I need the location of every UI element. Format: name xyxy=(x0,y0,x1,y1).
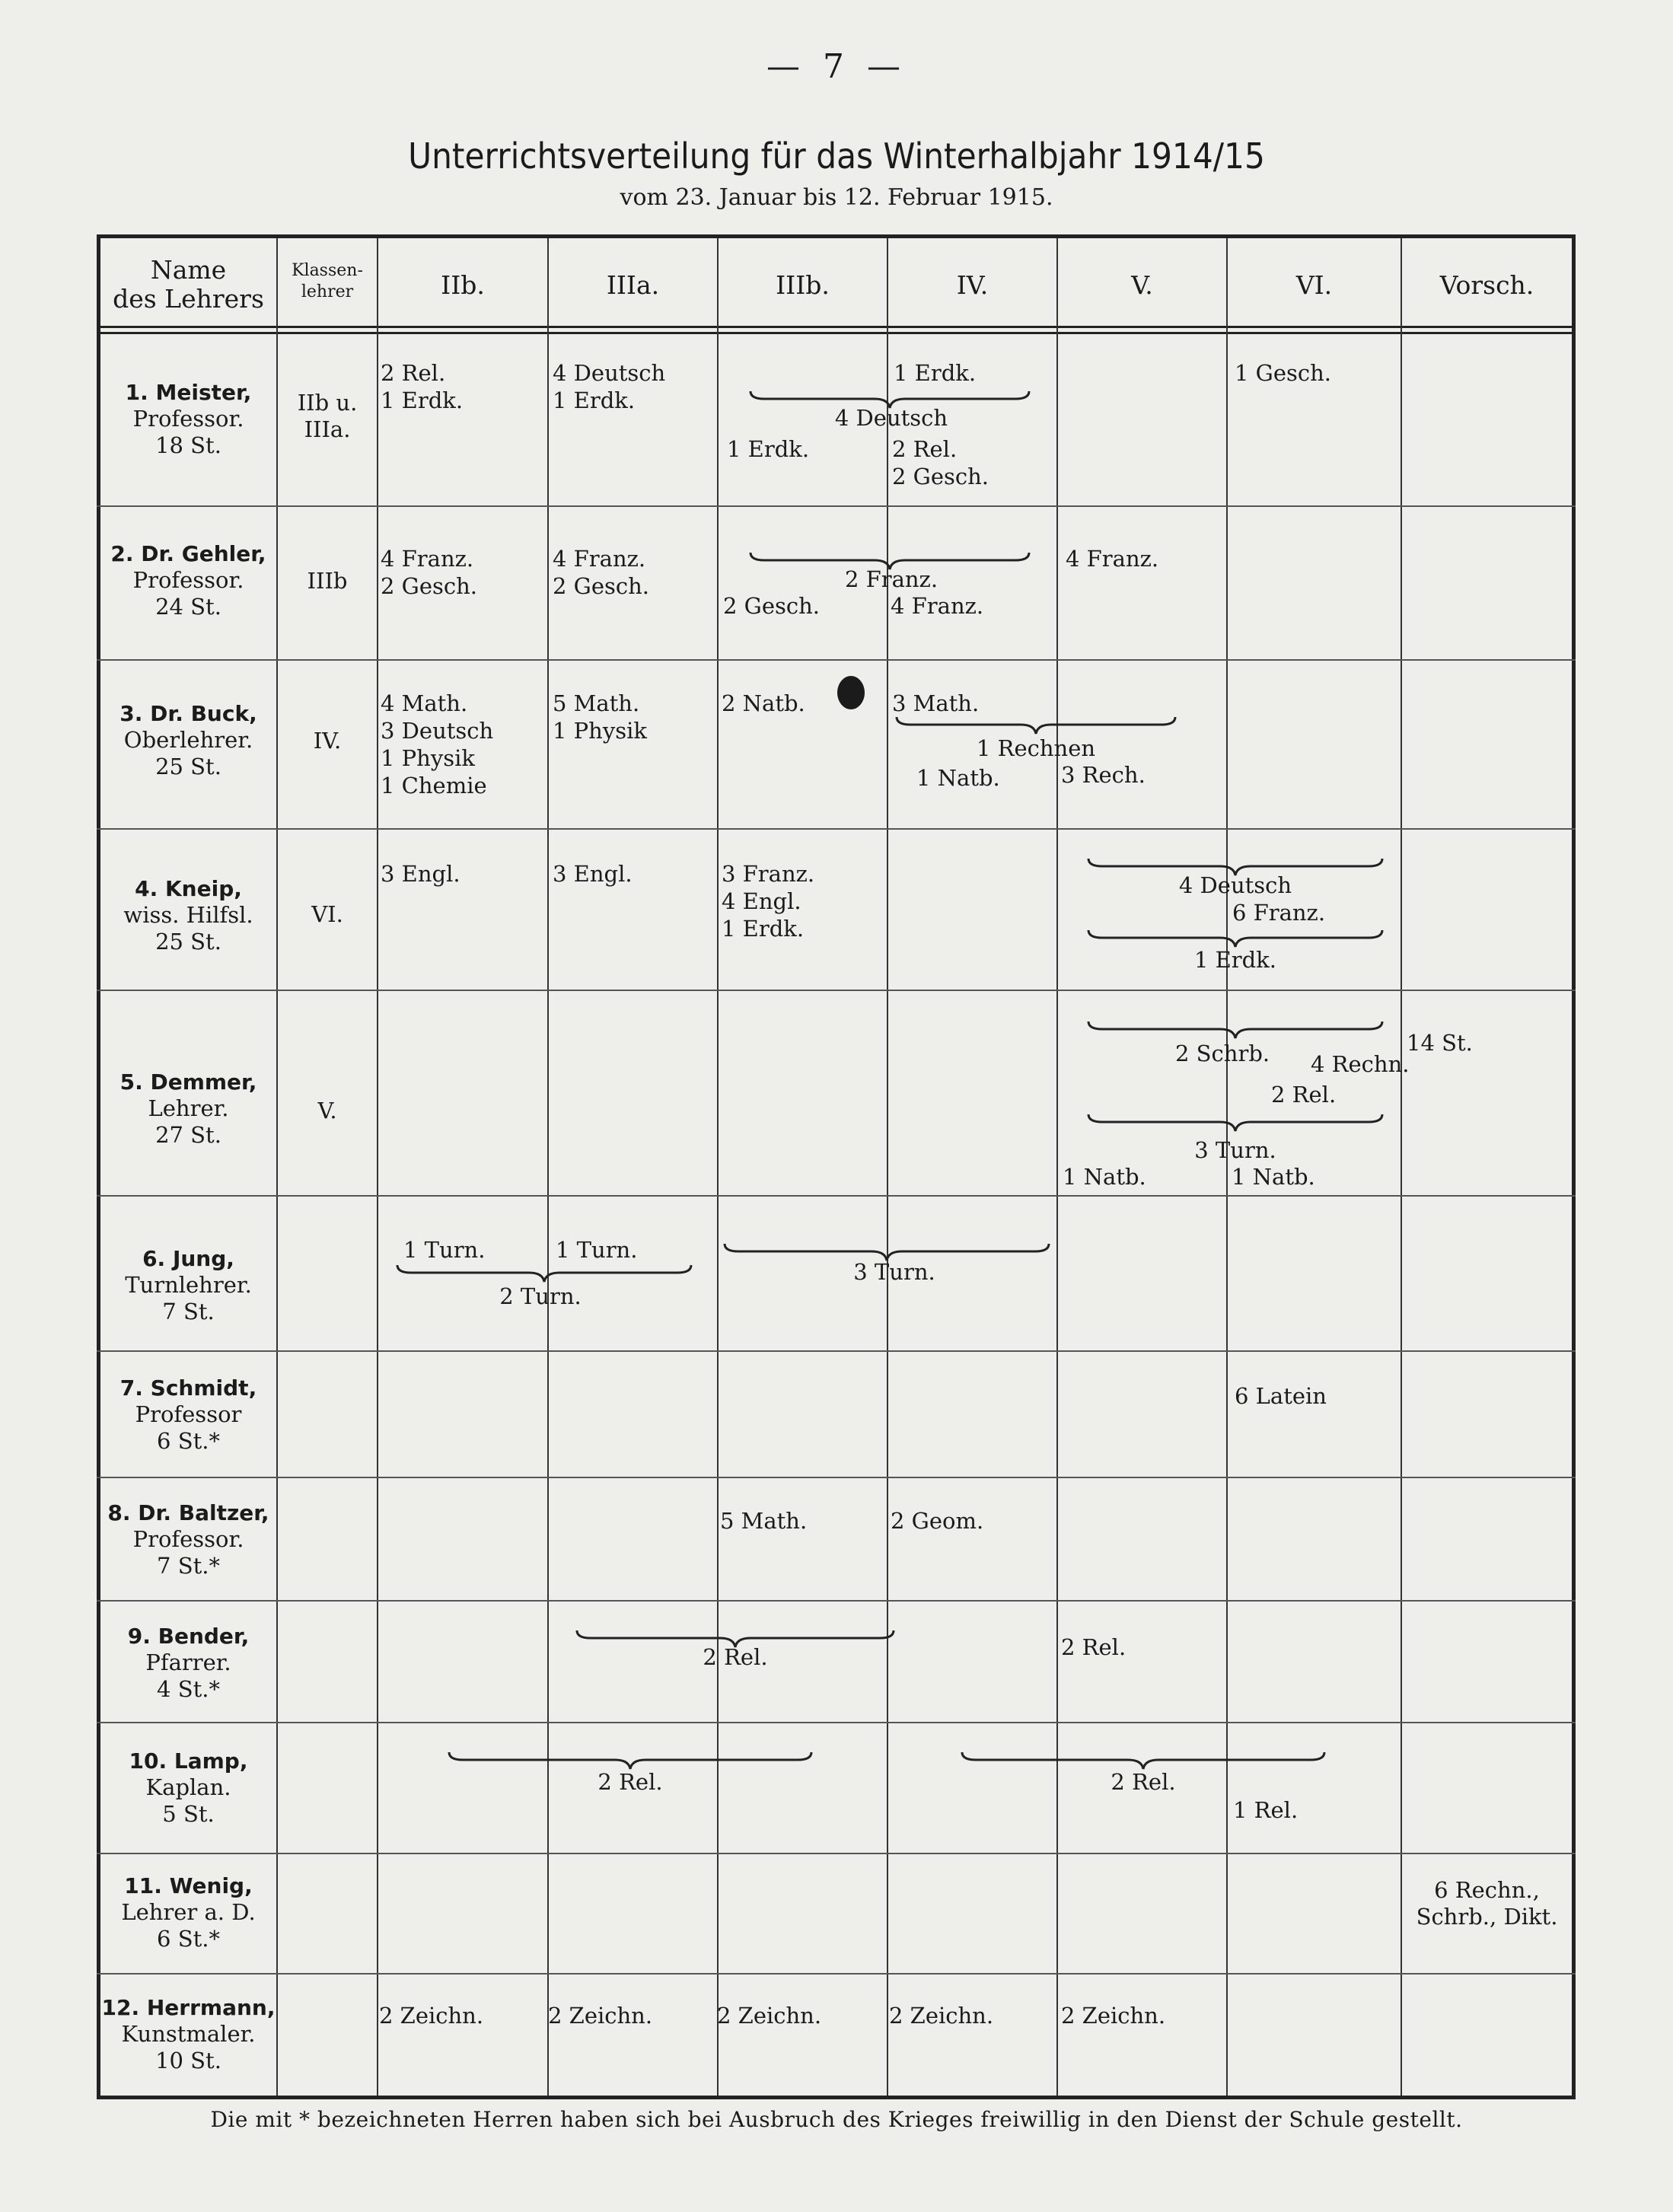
cell-r3-iiia: 5 Math. 1 Physik xyxy=(553,690,647,744)
cell-r11-vorsch xyxy=(1402,1877,1572,1930)
teacher-hours: 24 St. xyxy=(155,594,221,620)
header-name xyxy=(100,256,276,314)
cell-r5-joint2: 3 Turn. xyxy=(1194,1137,1276,1163)
cell-r5-vi: 1 Natb. xyxy=(1232,1164,1315,1190)
cell-r12-v: 2 Zeichn. xyxy=(1061,2003,1166,2029)
teacher-role: wiss. Hilfsl. xyxy=(123,902,253,928)
teacher-hours: 25 St. xyxy=(155,929,221,955)
cell-r2-iiib: 2 Gesch. xyxy=(723,593,821,619)
cell-r4-iib: 3 Engl. xyxy=(381,861,460,887)
teacher-role: Lehrer. xyxy=(148,1095,229,1121)
teacher-hours: 18 St. xyxy=(155,432,221,458)
cell-r1-iiib: 1 Erdk. xyxy=(727,436,810,462)
cell-r4-joint1: 4 Deutsch xyxy=(1178,872,1292,898)
cell-r6-iib: 1 Turn. xyxy=(403,1237,486,1263)
teacher-hours: 6 St.* xyxy=(157,1926,220,1952)
teacher-name-cell xyxy=(100,379,276,459)
teacher-name-cell xyxy=(100,1245,276,1325)
header-class-iib: IIb. xyxy=(441,270,485,300)
column-divider xyxy=(717,238,719,2096)
teacher-role: Professor xyxy=(135,1401,242,1427)
teacher-name: 10. Lamp, xyxy=(129,1748,248,1774)
teacher-role: Professor. xyxy=(132,1526,244,1552)
header-class-vorsch: Vorsch. xyxy=(1439,270,1534,300)
klassenlehrer-cell: V. xyxy=(317,1098,337,1124)
cell-r3-v: 3 Rech. xyxy=(1061,762,1146,788)
row-divider xyxy=(97,505,1576,507)
cell-r6-joint-left: 2 Turn. xyxy=(499,1283,582,1309)
klassenlehrer-cell: IIIb xyxy=(307,568,348,594)
cell-r3-iv: 1 Natb. xyxy=(916,765,1000,791)
ink-blot xyxy=(837,676,865,709)
header-name-line2: des Lehrers xyxy=(113,284,264,314)
teacher-name-cell xyxy=(100,1873,276,1952)
teacher-name: 6. Jung, xyxy=(142,1246,234,1271)
header-klassenlehrer xyxy=(278,260,377,303)
header-rule xyxy=(97,332,1576,334)
teacher-name: 8. Dr. Baltzer, xyxy=(107,1500,269,1525)
column-divider xyxy=(1226,238,1228,2096)
teacher-name-cell xyxy=(100,1623,276,1703)
teacher-hours: 27 St. xyxy=(155,1122,221,1148)
cell-r1-iiia: 4 Deutsch 1 Erdk. xyxy=(553,360,666,413)
cell-r2-joint: 2 Franz. xyxy=(844,566,938,592)
header-class-vi: VI. xyxy=(1295,270,1333,300)
teacher-name: 3. Dr. Buck, xyxy=(120,701,257,726)
teacher-role: Kunstmaler. xyxy=(121,2021,256,2047)
header-klassenlehrer-line1: Klassen- xyxy=(292,261,363,280)
cell-r12-iv: 2 Zeichn. xyxy=(889,2003,994,2029)
page-title: Unterrichtsverteilung für das Winterhalbjahr 1914/15 xyxy=(408,135,1265,177)
header-class-iiib: IIIb. xyxy=(776,270,830,300)
cell-r3-iiib: 2 Natb. xyxy=(722,690,805,716)
cell-r1-joint: 4 Deutsch xyxy=(834,405,948,431)
teacher-hours: 7 St. xyxy=(162,1299,215,1324)
teacher-hours: 7 St.* xyxy=(157,1553,220,1579)
cell-r7-vi: 6 Latein xyxy=(1235,1383,1327,1409)
teacher-name-cell xyxy=(100,875,276,955)
brace xyxy=(895,714,1177,737)
column-divider xyxy=(887,238,888,2096)
header-class-v: V. xyxy=(1131,270,1153,300)
row-divider xyxy=(97,659,1576,661)
header-klassenlehrer-line2: lehrer xyxy=(301,282,354,301)
cell-r8-iiib: 5 Math. xyxy=(720,1508,808,1534)
klassenlehrer-cell xyxy=(278,390,377,443)
teacher-name: 9. Bender, xyxy=(127,1624,250,1649)
cell-r4-joint3: 1 Erdk. xyxy=(1193,947,1277,973)
cell-r5-v: 1 Natb. xyxy=(1063,1164,1146,1190)
teacher-role: Professor. xyxy=(132,567,244,593)
cell-r3-joint: 1 Rechnen xyxy=(976,735,1096,761)
teacher-name-cell xyxy=(100,1069,276,1149)
row-divider xyxy=(97,1722,1576,1723)
cell-r1-iib: 2 Rel. 1 Erdk. xyxy=(381,360,464,413)
brace xyxy=(1087,1018,1384,1041)
teacher-hours: 4 St.* xyxy=(157,1676,220,1702)
teacher-name-cell xyxy=(100,540,276,620)
cell-r3-iv-top: 3 Math. xyxy=(892,690,980,716)
column-divider xyxy=(276,238,278,2096)
cell-r12-iiib: 2 Zeichn. xyxy=(717,2003,822,2029)
teacher-role: Kaplan. xyxy=(145,1774,231,1800)
teacher-name-cell xyxy=(100,1500,276,1579)
teacher-hours: 6 St.* xyxy=(157,1428,220,1454)
teacher-hours: 5 St. xyxy=(162,1801,215,1827)
cell-r2-iv: 4 Franz. xyxy=(891,593,984,619)
teacher-name: 12. Herrmann, xyxy=(101,1995,276,2020)
cell-r9-joint: 2 Rel. xyxy=(703,1644,768,1670)
row-divider xyxy=(97,990,1576,991)
klassenlehrer-value: IIb u. xyxy=(297,390,358,416)
cell-r4-joint2: 6 Franz. xyxy=(1232,900,1326,926)
klassenlehrer-cell: VI. xyxy=(311,901,343,927)
column-divider xyxy=(377,238,378,2096)
teacher-hours: 25 St. xyxy=(155,754,221,779)
teacher-name: 2. Dr. Gehler, xyxy=(110,541,266,566)
teacher-name-cell xyxy=(100,1375,276,1455)
cell-r2-iiia: 4 Franz. 2 Gesch. xyxy=(553,546,650,599)
cell-r5-rech: 4 Rechn. xyxy=(1311,1051,1410,1077)
cell-r5-joint1: 2 Schrb. xyxy=(1175,1041,1270,1066)
page-subtitle: vom 23. Januar bis 12. Februar 1915. xyxy=(620,184,1053,211)
header-name-line1: Name xyxy=(150,255,227,285)
teacher-role: Lehrer a. D. xyxy=(121,1899,256,1925)
teacher-name: 5. Demmer, xyxy=(120,1069,257,1095)
row-divider xyxy=(97,1195,1576,1197)
klassenlehrer-value: IIIa. xyxy=(304,416,351,442)
teacher-role: Turnlehrer. xyxy=(125,1272,252,1298)
teacher-name: 7. Schmidt, xyxy=(120,1375,257,1401)
column-divider xyxy=(1056,238,1058,2096)
teacher-hours: 10 St. xyxy=(155,2048,221,2073)
teacher-name: 1. Meister, xyxy=(125,380,252,405)
header-class-iiia: IIIa. xyxy=(606,270,660,300)
row-divider xyxy=(97,1350,1576,1352)
cell-r4-iiib: 3 Franz. 4 Engl. 1 Erdk. xyxy=(722,861,815,942)
row-divider xyxy=(97,1477,1576,1478)
cell-r1-iv: 2 Rel. 2 Gesch. xyxy=(892,436,989,489)
row-divider xyxy=(97,828,1576,830)
header-rule xyxy=(97,326,1576,328)
cell-r1-vi: 1 Gesch. xyxy=(1235,360,1332,386)
brace xyxy=(1087,1111,1384,1134)
row-divider xyxy=(97,1600,1576,1602)
teacher-name-cell xyxy=(100,1748,276,1828)
cell-r11-vorsch-text: 6 Rechn., Schrb., Dikt. xyxy=(1416,1877,1558,1930)
teacher-name-cell xyxy=(100,700,276,780)
cell-r2-v: 4 Franz. xyxy=(1066,546,1159,572)
cell-r2-iib: 4 Franz. 2 Gesch. xyxy=(381,546,478,599)
brace xyxy=(396,1262,693,1285)
teacher-name-cell xyxy=(100,1994,276,2074)
column-divider xyxy=(547,238,549,2096)
footnote: Die mit * bezeichneten Herren haben sich bei Ausbruch des Krieges freiwillig in den Dienst der Schule gestellt. xyxy=(210,2107,1463,2132)
table-frame xyxy=(97,234,1576,2099)
cell-r10-joint-right: 2 Rel. xyxy=(1111,1769,1176,1795)
cell-r5-vorsch: 14 St. xyxy=(1407,1030,1473,1056)
teacher-role: Professor. xyxy=(132,406,244,432)
teacher-name: 11. Wenig, xyxy=(124,1873,253,1898)
cell-r6-iiia: 1 Turn. xyxy=(556,1237,638,1263)
teacher-name: 4. Kneip, xyxy=(135,876,242,901)
header-class-iv: IV. xyxy=(956,270,989,300)
klassenlehrer-cell: IV. xyxy=(313,728,342,754)
cell-r1-iv-top: 1 Erdk. xyxy=(894,360,977,386)
row-divider xyxy=(97,1853,1576,1854)
cell-r6-joint-right: 3 Turn. xyxy=(853,1259,935,1285)
cell-r10-vi: 1 Rel. xyxy=(1233,1797,1299,1823)
cell-r12-iib: 2 Zeichn. xyxy=(379,2003,484,2029)
cell-r12-iiia: 2 Zeichn. xyxy=(548,2003,653,2029)
cell-r9-v: 2 Rel. xyxy=(1061,1634,1126,1660)
cell-r4-iiia: 3 Engl. xyxy=(553,861,633,887)
page-number: — 7 — xyxy=(766,47,907,86)
column-divider xyxy=(1401,238,1402,2096)
teacher-role: Oberlehrer. xyxy=(123,727,253,753)
cell-r8-iv: 2 Geom. xyxy=(891,1508,984,1534)
cell-r5-rel: 2 Rel. xyxy=(1271,1082,1337,1108)
cell-r10-joint-left: 2 Rel. xyxy=(598,1769,663,1795)
teacher-role: Pfarrer. xyxy=(145,1649,231,1675)
row-divider xyxy=(97,1973,1576,1975)
cell-r3-iib: 4 Math. 3 Deutsch 1 Physik 1 Chemie xyxy=(381,690,494,798)
